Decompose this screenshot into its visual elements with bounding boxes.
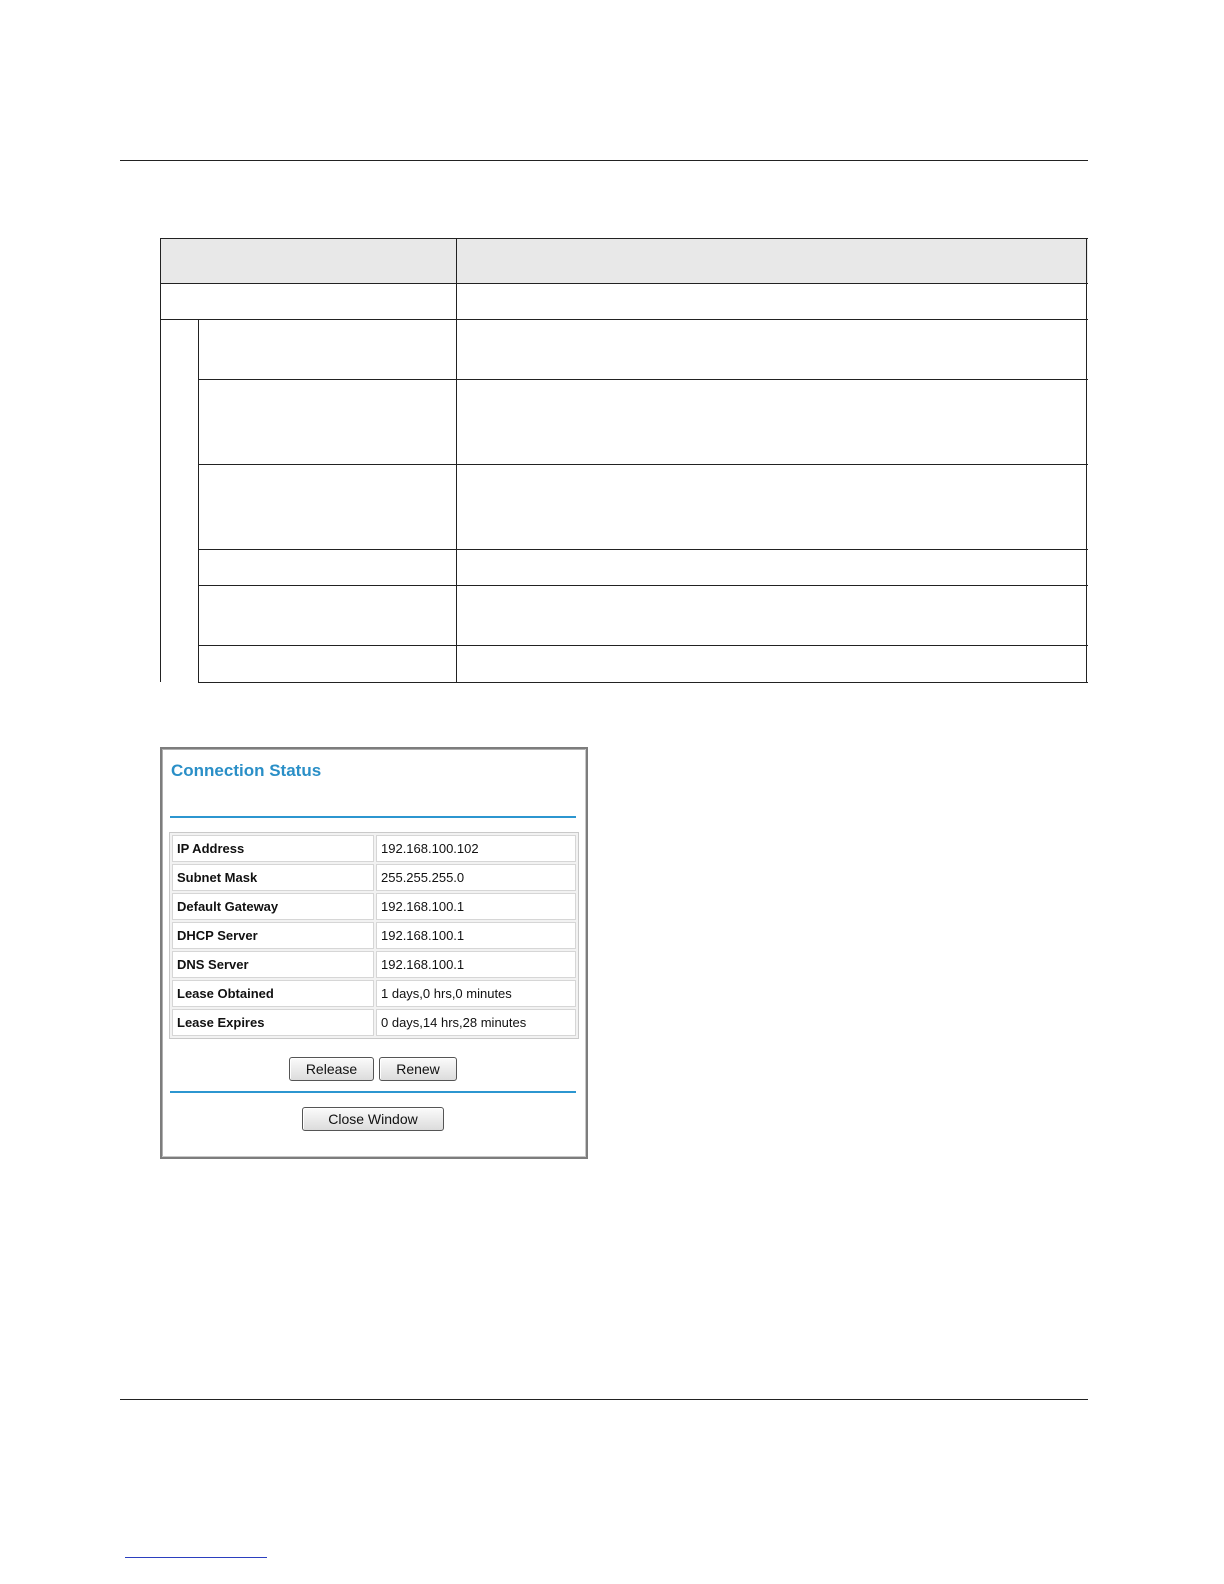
close-window-button[interactable]: Close Window: [302, 1107, 444, 1131]
row-label: Lease Expires: [172, 1009, 374, 1036]
table-row: [172, 980, 576, 1007]
table-border-left: [160, 238, 161, 682]
table-column-divider: [456, 238, 457, 682]
buttons-divider: [170, 1091, 576, 1093]
row-value: 1 days,0 hrs,0 minutes: [376, 980, 576, 1007]
release-button[interactable]: Release: [289, 1057, 374, 1081]
title-divider: [170, 816, 576, 818]
table-header-divider: [160, 283, 1088, 284]
header-rule: [120, 160, 1088, 161]
row-label: DNS Server: [172, 951, 374, 978]
footer-link-underline: [125, 1557, 267, 1558]
table-row: [172, 835, 576, 862]
table-row: [172, 951, 576, 978]
table-indent-line: [198, 319, 199, 682]
row-value: 192.168.100.1: [376, 951, 576, 978]
row-value: 255.255.255.0: [376, 864, 576, 891]
description-table: [160, 238, 1088, 684]
row-value: 192.168.100.102: [376, 835, 576, 862]
row-label: Subnet Mask: [172, 864, 374, 891]
row-label: DHCP Server: [172, 922, 374, 949]
table-row-divider: [198, 379, 1088, 380]
row-label: IP Address: [172, 835, 374, 862]
table-row-divider: [198, 549, 1088, 550]
table-row-divider: [198, 645, 1088, 646]
connection-status-window: [160, 747, 588, 1159]
table-border-top: [160, 238, 1088, 239]
table-row: [172, 864, 576, 891]
footer-rule: [120, 1399, 1088, 1400]
row-label: Default Gateway: [172, 893, 374, 920]
table-row-divider: [198, 464, 1088, 465]
table-row: [172, 893, 576, 920]
table-header-row: [160, 238, 1088, 283]
row-value: 0 days,14 hrs,28 minutes: [376, 1009, 576, 1036]
window-title: Connection Status: [171, 761, 322, 780]
table-row: [172, 1009, 576, 1036]
table-border-right: [1086, 238, 1087, 682]
table-border-bottom: [198, 682, 1088, 683]
connection-status-table: [169, 832, 579, 1039]
row-value: 192.168.100.1: [376, 922, 576, 949]
table-row-divider: [160, 319, 1088, 320]
table-row: [172, 922, 576, 949]
row-value: 192.168.100.1: [376, 893, 576, 920]
table-row-divider: [198, 585, 1088, 586]
renew-button[interactable]: Renew: [379, 1057, 457, 1081]
row-label: Lease Obtained: [172, 980, 374, 1007]
